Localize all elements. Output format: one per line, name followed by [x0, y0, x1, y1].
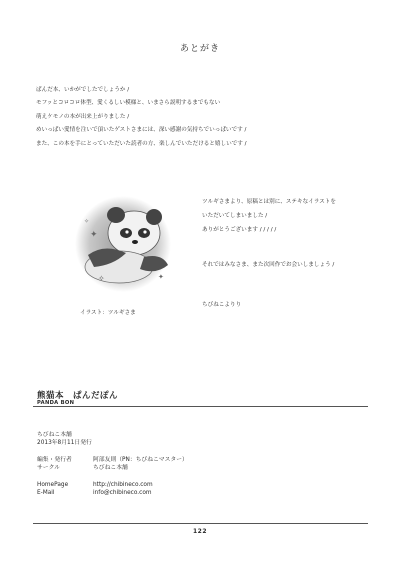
- afterword-text: [36, 84, 376, 151]
- credit-value: ちびねこ本舗: [93, 464, 128, 471]
- guest-illustration: [74, 195, 172, 293]
- message-line: ありがとうございます / / / / /: [202, 227, 277, 233]
- contact-label: E-Mail: [37, 489, 55, 496]
- page-title: あとがき: [179, 44, 220, 54]
- credit-label: 編集・発行者: [37, 457, 72, 463]
- email-link[interactable]: info@chibineco.com: [93, 489, 152, 496]
- afterword-line: めいっぱい愛情を注いで頂いたゲストさまには、深い感謝の気持ちでいっぱいです /: [36, 127, 247, 134]
- homepage-link[interactable]: http://chibineco.com: [93, 482, 153, 488]
- closing-message: それではみなさま、また次回作でお会いしましょう /: [202, 262, 335, 268]
- thanks-message: [202, 195, 336, 237]
- afterword-line: また、この本を手にとっていただいた読者の方、楽しんでいただけると嬉しいです /: [36, 140, 247, 147]
- colophon-top-rule: [33, 406, 368, 407]
- message-line: いただいてしまいました /: [202, 213, 268, 219]
- signature: ちびねこよりり: [202, 302, 242, 308]
- svg-text:✧: ✧: [84, 218, 90, 225]
- svg-text:✦: ✦: [90, 230, 98, 240]
- credit-value: 阿部友則（PN：ちびねこマスター）: [93, 457, 188, 463]
- book-subtitle: PANDA BON: [37, 400, 75, 406]
- afterword-line: ぱんだ本、いかがでしたでしょうか /: [36, 87, 130, 93]
- illustration-caption: イラスト：ツルギさま: [80, 310, 136, 316]
- credit-label: サークル: [37, 464, 61, 471]
- afterword-line: モフッとコロコロ体型、愛くるしい模様と、いまさら説明するまでもない: [36, 100, 221, 107]
- contact-label: HomePage: [37, 482, 69, 488]
- svg-text:✦: ✦: [158, 273, 164, 281]
- page-number: 122: [192, 528, 208, 535]
- colophon-bottom-rule: [33, 523, 368, 524]
- afterword-line: 萌えケモノの本が出来上がりました /: [36, 113, 130, 120]
- publisher-name: ちびねこ本舗: [37, 432, 72, 438]
- message-line: ツルギさまより、原稿とは別に、ステキなイラストを: [202, 199, 336, 205]
- book-title: 熊猫本 ぱんだぽん: [37, 391, 119, 401]
- publisher-block: [37, 432, 92, 447]
- svg-text:✧: ✧: [98, 274, 105, 283]
- publish-date: 2013年8月11日発行: [37, 439, 92, 446]
